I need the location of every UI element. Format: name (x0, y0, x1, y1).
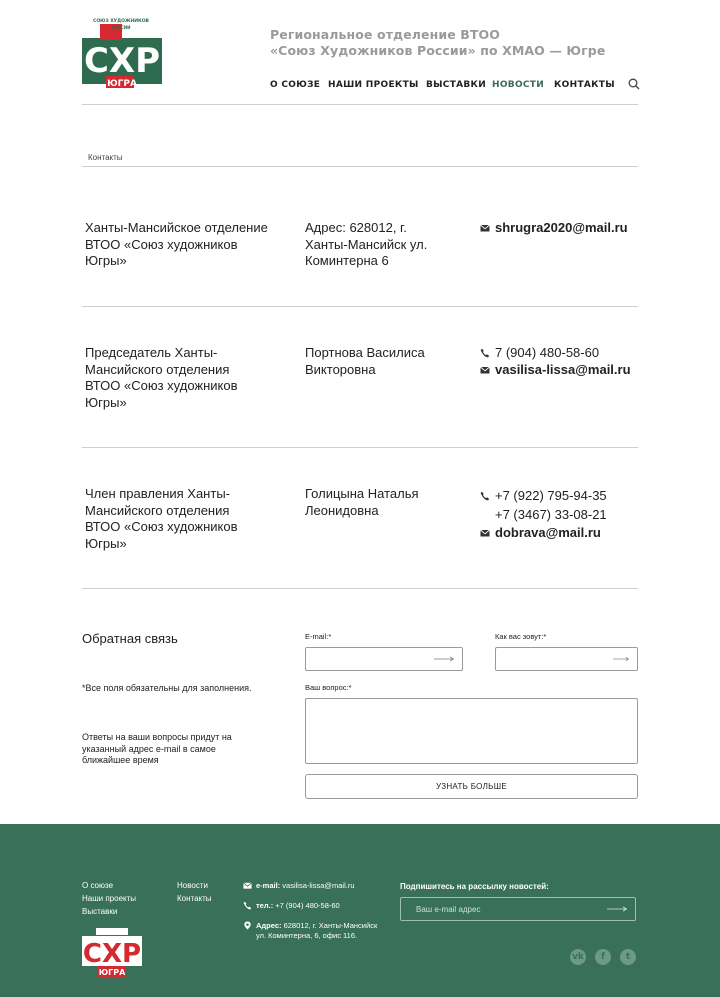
contact-1-email[interactable]: shrugra2020@mail.ru (495, 220, 628, 235)
logo[interactable] (82, 16, 162, 92)
contact-3-phone2-line[interactable] (480, 505, 650, 524)
contact-2-phone-line[interactable] (480, 345, 650, 362)
facebook-icon[interactable]: f (595, 949, 611, 965)
name-label: Как вас зовут:* (495, 632, 547, 641)
svg-text:РОССИИ: РОССИИ (111, 25, 131, 30)
nav-item-projects[interactable]: НАШИ ПРОЕКТЫ (328, 80, 419, 90)
contact-2-email-line[interactable] (480, 362, 650, 379)
contact-2-phone[interactable]: 7 (904) 480-58-60 (495, 345, 600, 360)
envelope-icon (480, 223, 490, 233)
phone-icon (480, 348, 490, 358)
row-divider-3 (82, 588, 638, 589)
subscribe-placeholder: Ваш e-mail адрес (416, 905, 481, 914)
logo-sub: ЮГРА (107, 79, 137, 89)
contact-3-email-line[interactable] (480, 524, 650, 541)
footer-phone-label: тел.: (256, 901, 274, 910)
envelope-icon (480, 365, 490, 375)
contact-3-phone2[interactable]: +7 (3467) 33-08-21 (495, 507, 607, 522)
footer-logo-text: СХР (82, 939, 142, 969)
arrow-right-icon[interactable] (607, 906, 627, 912)
footer-link-about[interactable]: О союзе (82, 881, 114, 890)
contact-1-email-line[interactable] (480, 220, 650, 237)
search-icon[interactable] (628, 78, 640, 90)
phone-icon (480, 491, 490, 501)
contact-3-email[interactable]: dobrava@mail.ru (495, 525, 601, 540)
main-nav (270, 80, 640, 94)
required-note: *Все поля обязательны для заполнения. (82, 683, 252, 693)
vk-icon[interactable]: vk (570, 949, 586, 965)
contact-3-phone-line[interactable] (480, 486, 650, 505)
feedback-title: Обратная связь (82, 631, 178, 646)
contact-1-address: Адрес: 628012, г. Ханты-Мансийск ул. Коминтерна 6 (305, 220, 428, 268)
contact-2-details (480, 345, 650, 378)
site-title-line2: «Союз Художников России» по ХМАО — Югре (270, 43, 606, 58)
nav-item-exhibitions[interactable]: ВЫСТАВКИ (426, 80, 487, 90)
footer-link-contacts[interactable]: Контакты (177, 894, 212, 903)
nav-item-about[interactable]: О СОЮЗЕ (270, 80, 321, 90)
footer-address-label: Адрес: (256, 921, 282, 930)
footer-address (256, 921, 377, 941)
footer-address-line2: ул. Коминтерна, 6, офис 116. (256, 931, 358, 940)
contact-2-role: Председатель Ханты-Мансийского отделения ВТОО «Союз художников Югры» (85, 345, 238, 410)
contact-3-person: Голицына Наталья Леонидовна (305, 486, 419, 518)
subscribe-title: Подпишитесь на рассылку новостей: (400, 882, 549, 891)
envelope-icon (480, 528, 490, 538)
breadcrumb[interactable]: Контакты (88, 153, 123, 167)
arrow-right-icon[interactable] (613, 656, 629, 662)
contact-3-details (480, 486, 650, 541)
logo-text: СХР (83, 41, 161, 81)
row-divider-2 (82, 447, 638, 448)
submit-button[interactable]: УЗНАТЬ БОЛЬШЕ (305, 774, 638, 799)
footer (0, 824, 720, 997)
question-label: Ваш вопрос:* (305, 683, 352, 692)
footer-logo-sub: ЮГРА (98, 968, 126, 977)
footer-link-news[interactable]: Новости (177, 881, 208, 890)
nav-item-news[interactable]: НОВОСТИ (492, 80, 545, 90)
question-textarea[interactable] (305, 698, 638, 764)
email-field[interactable] (305, 647, 463, 671)
footer-address-line1: 628012, г. Ханты-Мансийск (283, 921, 378, 930)
contact-3-phone[interactable]: +7 (922) 795-94-35 (495, 488, 607, 503)
email-label: E-mail:* (305, 632, 332, 641)
footer-logo[interactable] (82, 926, 142, 980)
footer-email-label: e-mail: (256, 881, 281, 890)
footer-email-value[interactable]: vasilisa-lissa@mail.ru (282, 881, 355, 890)
contact-2-email[interactable]: vasilisa-lissa@mail.ru (495, 361, 631, 377)
site-title-line1: Региональное отделение ВТОО (270, 27, 500, 42)
contact-2-person: Портнова Василиса Викторовна (305, 345, 425, 377)
contact-1-details (480, 220, 650, 237)
footer-phone-value[interactable]: +7 (904) 480-58-60 (275, 901, 340, 910)
arrow-right-icon[interactable] (434, 656, 454, 662)
contact-3-role: Член правления Ханты-Мансийского отделения ВТОО «Союз художников Югры» (85, 486, 238, 551)
footer-link-exhibitions[interactable]: Выставки (82, 907, 118, 916)
subscribe-email-input[interactable] (400, 897, 636, 921)
footer-link-projects[interactable]: Наши проекты (82, 894, 137, 903)
footer-email[interactable] (256, 881, 355, 891)
answer-note: Ответы на ваши вопросы придут на указанный адрес e-mail в самое ближайшее время (82, 732, 232, 765)
nav-item-contacts[interactable]: КОНТАКТЫ (554, 80, 615, 90)
svg-text:СОЮЗ ХУДОЖНИКОВ: СОЮЗ ХУДОЖНИКОВ (93, 19, 149, 24)
row-divider-1 (82, 306, 638, 307)
footer-phone[interactable] (256, 901, 340, 911)
phone-icon (243, 901, 252, 910)
location-pin-icon (243, 921, 252, 930)
site-title (270, 27, 605, 59)
contact-1-name: Ханты-Мансийское отделение ВТОО «Союз художников Югры» (85, 220, 268, 268)
envelope-icon (243, 881, 252, 890)
breadcrumb-divider (82, 166, 638, 167)
name-field[interactable] (495, 647, 638, 671)
twitter-icon[interactable]: t (620, 949, 636, 965)
header-divider (82, 104, 638, 105)
